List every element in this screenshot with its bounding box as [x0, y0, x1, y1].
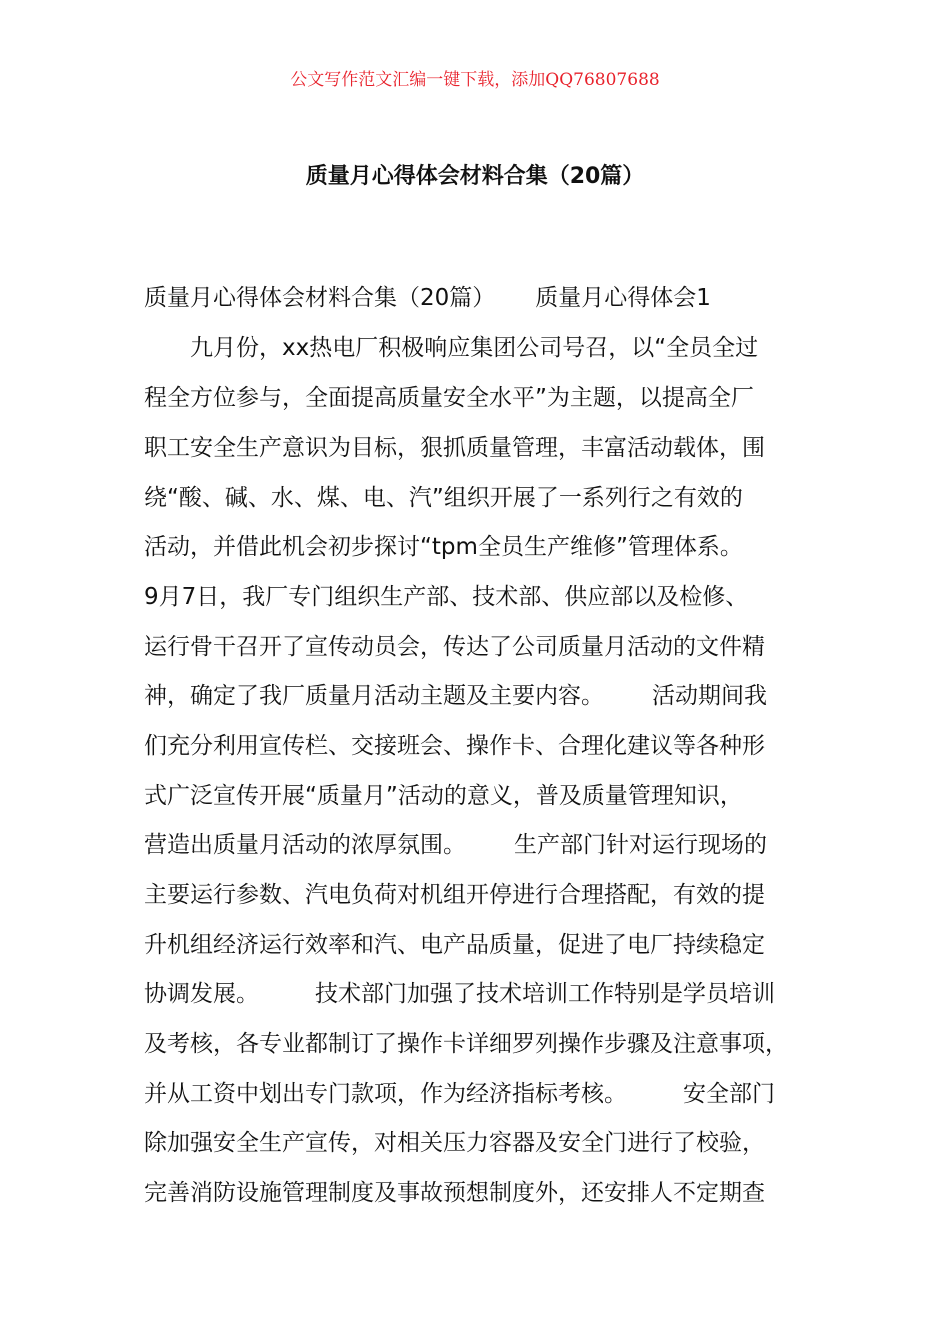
- header-note: 公文写作范文汇编一键下载，添加QQ76807688: [290, 70, 660, 90]
- body-line: [144, 828, 767, 862]
- document-title: 质量月心得体会材料合集（20篇）: [305, 164, 645, 189]
- body-text: 并从工资中划出专门款项，作为经济指标考核。: [144, 1081, 627, 1107]
- body-text: 除加强安全生产宣传，对相关压力容器及安全门进行了校验，: [144, 1130, 765, 1156]
- body-line: [144, 481, 743, 515]
- body-text: 活动，并借此机会初步探讨“tpm全员生产维修”管理体系。: [144, 534, 743, 560]
- body-line: [144, 530, 743, 564]
- body-line: [144, 1176, 765, 1210]
- body-text: 们充分利用宣传栏、交接班会、操作卡、合理化建议等各种形: [144, 733, 765, 759]
- body-text: 九月份，xx热电厂积极响应集团公司号召，以“全员全过: [190, 335, 759, 361]
- body-text: 神，确定了我厂质量月活动主题及主要内容。: [144, 683, 604, 709]
- body-line: [144, 878, 765, 912]
- body-line: [190, 331, 758, 365]
- body-line: [144, 977, 775, 1011]
- body-line: [144, 928, 765, 962]
- body-text: 安全部门: [683, 1081, 775, 1107]
- body-line: [144, 431, 765, 465]
- body-line: [144, 381, 754, 415]
- body-text: 升机组经济运行效率和汽、电产品质量，促进了电厂持续稳定: [144, 932, 765, 958]
- body-line: [144, 1077, 775, 1111]
- body-line: [144, 679, 767, 713]
- body-line: [144, 729, 765, 763]
- body-line: [144, 779, 743, 813]
- body-text: 协调发展。: [144, 981, 259, 1007]
- body-text: 绕“酸、碱、水、煤、电、汽”组织开展了一系列行之有效的: [144, 485, 743, 511]
- body-text: 职工安全生产意识为目标，狠抓质量管理，丰富活动载体，围: [144, 435, 765, 461]
- body-text: 生产部门针对运行现场的: [514, 832, 767, 858]
- body-text: 营造出质量月活动的浓厚氛围。: [144, 832, 466, 858]
- body-text: 程全方位参与，全面提高质量安全水平”为主题，以提高全厂: [144, 385, 754, 411]
- body-text: 式广泛宣传开展“质量月”活动的意义，普及质量管理知识，: [144, 783, 743, 809]
- body-line: [144, 281, 711, 315]
- body-text: 技术部门加强了技术培训工作特别是学员培训: [315, 981, 775, 1007]
- body-line: [144, 630, 765, 664]
- body-text: 9月7日，我厂专门组织生产部、技术部、供应部以及检修、: [144, 584, 749, 610]
- body-text: 活动期间我: [652, 683, 767, 709]
- body-text: 质量月心得体会材料合集（20篇）: [144, 285, 496, 311]
- body-text: 主要运行参数、汽电负荷对机组开停进行合理搭配，有效的提: [144, 882, 765, 908]
- body-text: 运行骨干召开了宣传动员会，传达了公司质量月活动的文件精: [144, 634, 765, 660]
- body-text: 及考核，各专业都制订了操作卡详细罗列操作步骤及注意事项，: [144, 1031, 788, 1057]
- body-text: 完善消防设施管理制度及事故预想制度外，还安排人不定期查: [144, 1180, 765, 1206]
- body-line: [144, 1126, 765, 1160]
- body-line: [144, 580, 748, 614]
- body-text: 质量月心得体会1: [535, 285, 711, 311]
- body-line: [144, 1027, 788, 1061]
